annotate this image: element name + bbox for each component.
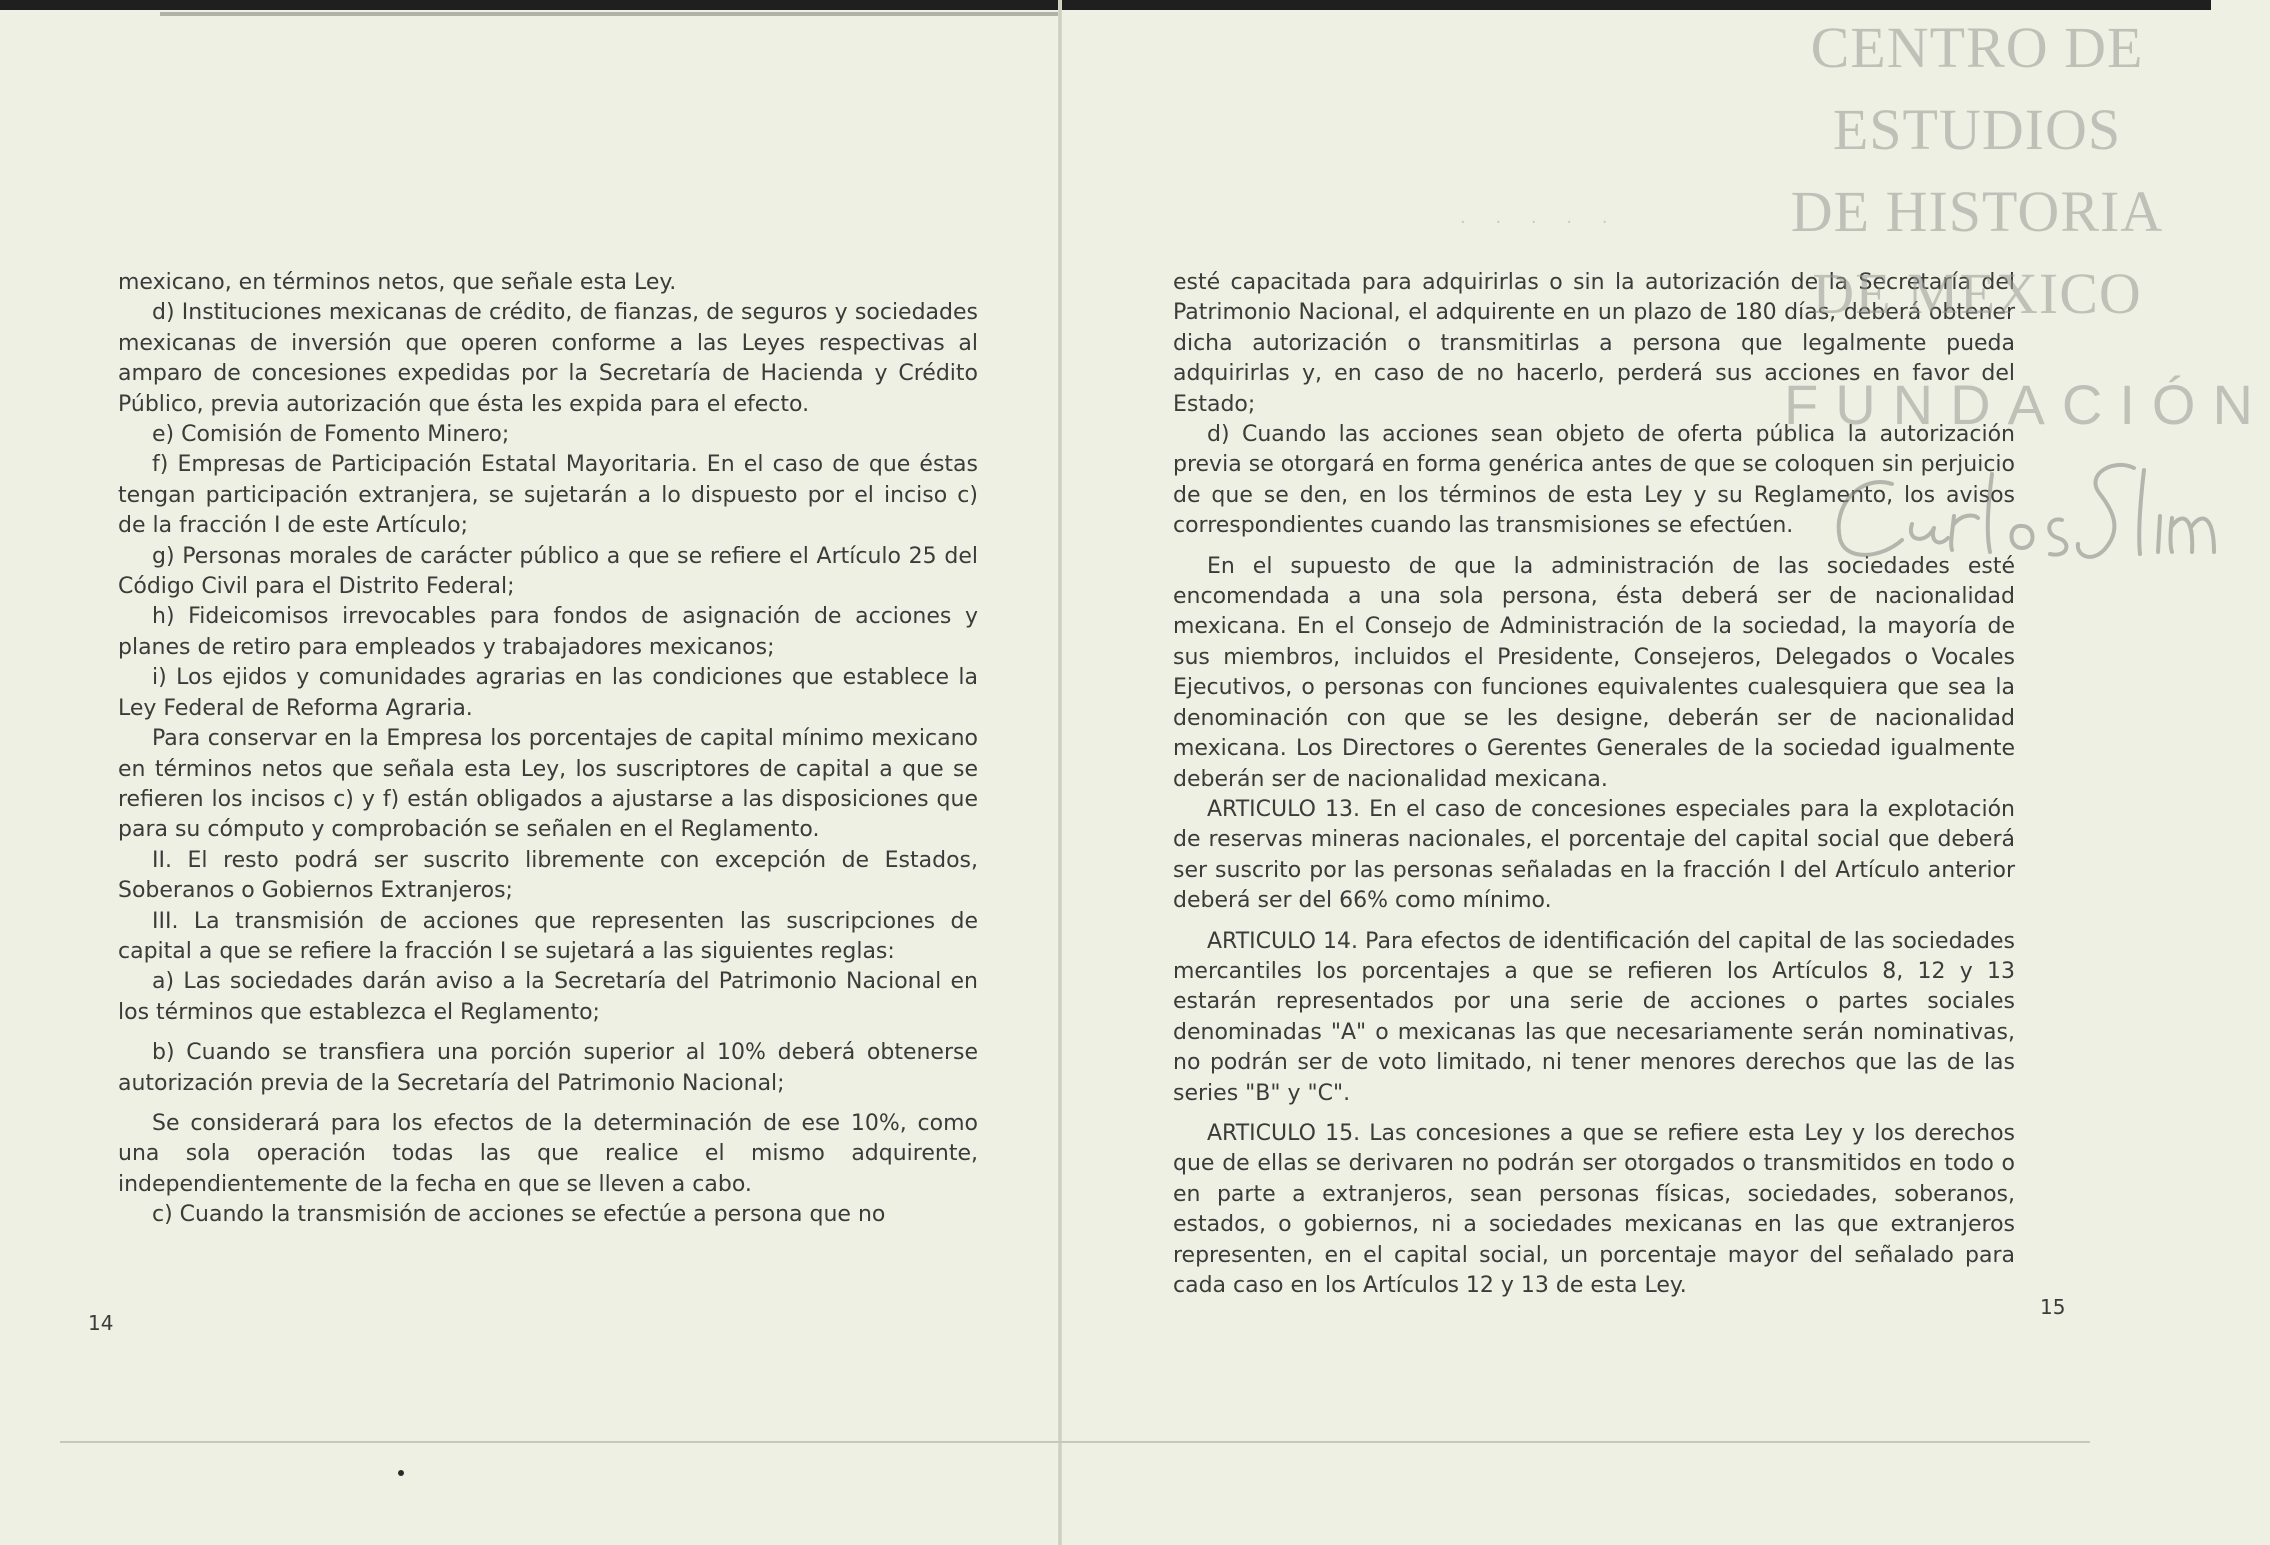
paragraph: mexicano, en términos netos, que señale esta Ley. — [118, 270, 677, 295]
paragraph: i) Los ejidos y comunidades agrarias en las condiciones que establece la Ley Federal de Reforma Agraria. — [118, 665, 978, 721]
paragraph: b) Cuando se transfiera una porción superior al 10% deberá obtenerse autorización previa de la Secretaría del Patrimonio Nacional; — [118, 1040, 978, 1096]
bleed-through-mark: · · · · · — [1460, 212, 1620, 233]
article-paragraph: ARTICULO 15. Las concesiones a que se refiere esta Ley y los derechos que de ellas se derivaren no podrán ser otorgados o transmitidos en todo o en parte a extranjeros, sean personas físicas, sociedades, soberanos, estados, o gobiernos, ni a sociedades mexicanas en las que extranjeros representen, en el capital social, un porcentaje mayor del señalado para cada caso en los Artículos 12 y 13 de esta Ley. — [1173, 1120, 2015, 1298]
left-page-text — [118, 268, 978, 1231]
watermark-line: DE HISTORIA — [1790, 179, 2164, 244]
article-paragraph: ARTICULO 14. Para efectos de identificación del capital de las sociedades mercantiles los porcentajes a que se refieren los Artículos 8, 12 y 13 estarán representados por una serie de acciones o partes sociales denominadas "A" o mexicanas las que necesariamente serán nominativas, no podrán ser de voto limitado, ni tener menores derechos que las de las series "B" y "C". — [1173, 928, 2015, 1106]
paragraph: Se considerará para los efectos de la determinación de ese 10%, como una sola operación todas las que realice el mismo adquirente, independientemente de la fecha en que se lleven a cabo. — [118, 1110, 978, 1197]
page-number-left: 14 — [88, 1311, 114, 1335]
paragraph: a) Las sociedades darán aviso a la Secretaría del Patrimonio Nacional en los términos que establezca el Reglamento; — [118, 969, 978, 1025]
watermark-line: ESTUDIOS — [1832, 97, 2122, 162]
watermark-foundation: FUNDACIÓN — [1784, 373, 2270, 436]
scan-top-edge — [0, 0, 2211, 10]
scan-edge-shadow — [160, 12, 1060, 16]
paragraph: h) Fideicomisos irrevocables para fondos de asignación de acciones y planes de retiro para empleados y trabajadores mexicanos; — [118, 604, 978, 660]
watermark-line: CENTRO DE — [1810, 15, 2144, 80]
page-number-right: 15 — [2040, 1295, 2066, 1319]
paragraph: f) Empresas de Participación Estatal Mayoritaria. En el caso de que éstas tengan participación extranjera, se sujetarán a lo dispuesto por el inciso c) de la fracción I de este Artículo; — [118, 452, 978, 539]
article-paragraph: ARTICULO 13. En el caso de concesiones especiales para la explotación de reservas mineras nacionales, el porcentaje del capital social que deberá ser suscrito por las personas señaladas en la fracción I del Artículo anterior deberá ser del 66% como mínimo. — [1173, 796, 2015, 914]
paragraph: e) Comisión de Fomento Minero; — [152, 422, 510, 448]
paragraph: esté capacitada para adquirirlas o sin la autorización de la Secretaría del Patrimonio Nacional, el adquirente en un plazo de 180 días, deberá obtener dicha autorización o transmitirlas a persona que legalmente pueda adquirirlas y, en caso de no hacerlo, perderá sus acciones en favor del Estado; — [1173, 270, 2015, 417]
page-gutter — [1058, 0, 1062, 1545]
paragraph: g) Personas morales de carácter público a que se refiere el Artículo 25 del Código Civil para el Distrito Federal; — [118, 543, 978, 600]
right-page-text — [1173, 268, 2015, 1301]
paragraph: II. El resto podrá ser suscrito libremente con excepción de Estados, Soberanos o Gobiernos Extranjeros; — [118, 847, 978, 904]
paragraph: Para conservar en la Empresa los porcentajes de capital mínimo mexicano en términos netos que señala esta Ley, los suscriptores de capital a que se refieren los incisos c) y f) están obligados a ajustarse a las disposiciones que para su cómputo y comprobación se señalen en el Reglamento. — [118, 726, 978, 843]
watermark-line: DE MEXICO — [1812, 261, 2142, 326]
scan-bottom-edge — [60, 1441, 2090, 1443]
paragraph: d) Instituciones mexicanas de crédito, de fianzas, de seguros y sociedades mexicanas de inversión que operen conforme a las Leyes respectivas al amparo de concesiones expedidas por la Secretaría de Hacienda y Crédito Público, previa autorización que ésta les expida para el efecto. — [118, 300, 978, 417]
paragraph: c) Cuando la transmisión de acciones se efectúe a persona que no — [152, 1202, 886, 1228]
paragraph: III. La transmisión de acciones que representen las suscripciones de capital a que se refiere la fracción I se sujetará a las siguientes reglas: — [118, 908, 978, 964]
paragraph: d) Cuando las acciones sean objeto de oferta pública la autorización previa se otorgará en forma genérica antes de que se coloquen sin perjuicio de que se den, en los términos de esta Ley y su Reglamento, los avisos correspondientes cuando las transmisiones se efectúen. — [1173, 422, 2015, 539]
paragraph: En el supuesto de que la administración de las sociedades esté encomendada a una sola persona, ésta deberá ser de nacionalidad mexicana. En el Consejo de Administración de la sociedad, la mayoría de sus miembros, incluidos el Presidente, Consejeros, Delegados o Vocales Ejecutivos, o personas con funciones equivalentes cualesquiera que sea la denominación con que se les designe, deberán ser de nacionalidad mexicana. Los Directores o Gerentes Generales de la sociedad igualmente deberán ser de nacionalidad mexicana. — [1173, 553, 2015, 792]
scan-speck — [398, 1470, 404, 1476]
